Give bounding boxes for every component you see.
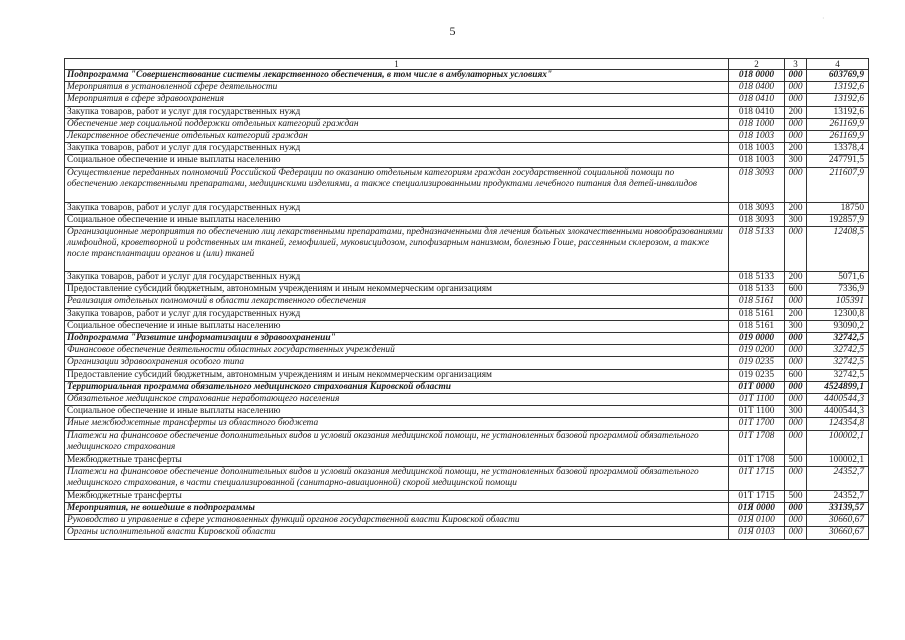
row-amount: 13192,6	[807, 82, 869, 94]
row-type: 600	[785, 284, 807, 296]
row-code: 018 1003	[729, 155, 785, 167]
row-name: Социальное обеспечение и иные выплаты населению	[65, 155, 729, 167]
row-type: 600	[785, 369, 807, 381]
row-name: Закупка товаров, работ и услуг для государственных нужд	[65, 106, 729, 118]
row-type: 000	[785, 430, 807, 454]
row-amount: 32742,5	[807, 357, 869, 369]
table-row	[65, 167, 869, 202]
row-amount: 4400544,3	[807, 394, 869, 406]
row-name: Закупка товаров, работ и услуг для государственных нужд	[65, 308, 729, 320]
row-name: Лекарственное обеспечение отдельных категорий граждан	[65, 131, 729, 143]
row-type: 000	[785, 227, 807, 272]
row-type: 000	[785, 82, 807, 94]
table-row	[65, 214, 869, 226]
header-col-1: 1	[65, 59, 729, 70]
row-amount: 13378,4	[807, 143, 869, 155]
table-row	[65, 70, 869, 82]
row-code: 01Т 1100	[729, 394, 785, 406]
row-name: Подпрограмма "Совершенствование системы лекарственного обеспечения, в том числе в амбулаторных условиях"	[65, 70, 729, 82]
row-code: 018 0410	[729, 94, 785, 106]
row-amount: 247791,5	[807, 155, 869, 167]
row-type: 000	[785, 131, 807, 143]
row-name: Межбюджетные трансферты	[65, 490, 729, 502]
row-type: 000	[785, 333, 807, 345]
row-name: Территориальная программа обязательного медицинского страхования Кировской области	[65, 381, 729, 393]
row-type: 000	[785, 466, 807, 490]
row-type: 000	[785, 515, 807, 527]
budget-table	[64, 58, 869, 540]
row-name: Организационные мероприятия по обеспечению лиц лекарственными препаратами, предназначенными для лечения больных злокачественными новообразованиями лимфоидной, кроветворной и родственных им тканей, гемофилией, муковисцидозом, гипофизарным нанизмом, болезнью Гоше, рассеянным склерозом, а также после трансплантации органов и (или) тканей	[65, 227, 729, 272]
row-name: Закупка товаров, работ и услуг для государственных нужд	[65, 202, 729, 214]
row-amount: 32742,5	[807, 369, 869, 381]
row-type: 000	[785, 394, 807, 406]
table-row	[65, 394, 869, 406]
row-amount: 13192,6	[807, 94, 869, 106]
row-type: 300	[785, 214, 807, 226]
row-name: Предоставление субсидий бюджетным, автономным учреждениям и иным некоммерческим организациям	[65, 369, 729, 381]
row-code: 01Т 1708	[729, 454, 785, 466]
row-type: 500	[785, 490, 807, 502]
row-amount: 13192,6	[807, 106, 869, 118]
row-type: 200	[785, 143, 807, 155]
row-code: 018 5133	[729, 272, 785, 284]
row-amount: 32742,5	[807, 333, 869, 345]
row-amount: 261169,9	[807, 131, 869, 143]
row-code: 01Т 0000	[729, 381, 785, 393]
row-code: 01Я 0103	[729, 527, 785, 539]
row-amount: 12300,8	[807, 308, 869, 320]
row-amount: 33139,57	[807, 503, 869, 515]
row-code: 018 1003	[729, 131, 785, 143]
header-col-4: 4	[807, 59, 869, 70]
table-row	[65, 369, 869, 381]
row-code: 018 1000	[729, 118, 785, 130]
row-name: Мероприятия, не вошедшие в подпрограммы	[65, 503, 729, 515]
table-row	[65, 333, 869, 345]
row-name: Закупка товаров, работ и услуг для государственных нужд	[65, 143, 729, 155]
header-col-3: 3	[785, 59, 807, 70]
row-type: 000	[785, 345, 807, 357]
row-name: Руководство и управление в сфере установленных функций органов государственной власти Кировской области	[65, 515, 729, 527]
row-type: 200	[785, 272, 807, 284]
row-code: 018 5133	[729, 227, 785, 272]
row-type: 000	[785, 296, 807, 308]
row-amount: 124354,8	[807, 418, 869, 430]
row-amount: 7336,9	[807, 284, 869, 296]
table-row	[65, 284, 869, 296]
row-code: 018 0400	[729, 82, 785, 94]
table-row	[65, 118, 869, 130]
table-row	[65, 527, 869, 539]
row-code: 018 0410	[729, 106, 785, 118]
table-row	[65, 272, 869, 284]
table-row	[65, 503, 869, 515]
table-row	[65, 430, 869, 454]
row-name: Реализация отдельных полномочий в области лекарственного обеспечения	[65, 296, 729, 308]
table-row	[65, 466, 869, 490]
table-row	[65, 308, 869, 320]
row-code: 019 0000	[729, 333, 785, 345]
row-code: 018 5161	[729, 320, 785, 332]
row-amount: 603769,9	[807, 70, 869, 82]
row-amount: 18750	[807, 202, 869, 214]
row-type: 000	[785, 357, 807, 369]
row-amount: 5071,6	[807, 272, 869, 284]
page-number: 5	[449, 24, 456, 38]
row-type: 300	[785, 320, 807, 332]
row-type: 000	[785, 167, 807, 202]
row-code: 01Т 1708	[729, 430, 785, 454]
table-row	[65, 357, 869, 369]
table-row	[65, 155, 869, 167]
row-name: Платежи на финансовое обеспечение дополнительных видов и условий оказания медицинской помощи, не установленных базовой программой обязательного медицинского страхования, в части специализированной (санитарно-авиационной) скорой медицинской помощи	[65, 466, 729, 490]
scan-speck: ·	[822, 14, 825, 23]
row-type: 000	[785, 94, 807, 106]
row-code: 018 0000	[729, 70, 785, 82]
table-row	[65, 320, 869, 332]
row-name: Организации здравоохранения особого типа	[65, 357, 729, 369]
row-amount: 30660,67	[807, 515, 869, 527]
row-code: 018 5133	[729, 284, 785, 296]
table-row	[65, 418, 869, 430]
row-code: 01Я 0100	[729, 515, 785, 527]
row-type: 500	[785, 454, 807, 466]
row-name: Обязательное медицинское страхование неработающего населения	[65, 394, 729, 406]
row-type: 200	[785, 308, 807, 320]
row-name: Мероприятия в сфере здравоохранения	[65, 94, 729, 106]
row-code: 019 0235	[729, 357, 785, 369]
row-amount: 192857,9	[807, 214, 869, 226]
row-name: Обеспечение мер социальной поддержки отдельных категорий граждан	[65, 118, 729, 130]
row-amount: 4400544,3	[807, 406, 869, 418]
row-type: 000	[785, 418, 807, 430]
row-name: Осуществление переданных полномочий Российской Федерации по оказанию отдельным категориям граждан государственной социальной помощи по обеспечению лекарственными препаратами, медицинскими изделиями, а также специализированными продуктами лечебного питания для детей-инвалидов	[65, 167, 729, 202]
row-code: 01Т 1715	[729, 466, 785, 490]
row-amount: 100002,1	[807, 454, 869, 466]
row-name: Социальное обеспечение и иные выплаты населению	[65, 320, 729, 332]
table-row	[65, 515, 869, 527]
row-name: Социальное обеспечение и иные выплаты населению	[65, 214, 729, 226]
row-type: 200	[785, 106, 807, 118]
row-code: 01Т 1100	[729, 406, 785, 418]
row-code: 01Я 0000	[729, 503, 785, 515]
table-header-row	[65, 59, 869, 70]
row-amount: 32742,5	[807, 345, 869, 357]
row-type: 300	[785, 406, 807, 418]
row-amount: 211607,9	[807, 167, 869, 202]
table-row	[65, 82, 869, 94]
table-row	[65, 345, 869, 357]
row-amount: 30660,67	[807, 527, 869, 539]
row-name: Органы исполнительной власти Кировской области	[65, 527, 729, 539]
table-row	[65, 143, 869, 155]
row-code: 018 3093	[729, 214, 785, 226]
table-row	[65, 490, 869, 502]
table-row	[65, 296, 869, 308]
table-row	[65, 454, 869, 466]
row-name: Платежи на финансовое обеспечение дополнительных видов и условий оказания медицинской помощи, не установленных базовой программой обязательного медицинского страхования	[65, 430, 729, 454]
row-amount: 24352,7	[807, 466, 869, 490]
table-row	[65, 381, 869, 393]
row-amount: 261169,9	[807, 118, 869, 130]
row-name: Социальное обеспечение и иные выплаты населению	[65, 406, 729, 418]
row-code: 01Т 1700	[729, 418, 785, 430]
row-amount: 24352,7	[807, 490, 869, 502]
row-code: 018 3093	[729, 167, 785, 202]
table-row	[65, 202, 869, 214]
row-type: 000	[785, 527, 807, 539]
table-row	[65, 131, 869, 143]
table-row	[65, 94, 869, 106]
row-name: Подпрограмма "Развитие информатизации в здравоохранении"	[65, 333, 729, 345]
row-type: 000	[785, 118, 807, 130]
row-type: 000	[785, 381, 807, 393]
row-amount: 93090,2	[807, 320, 869, 332]
table-row	[65, 106, 869, 118]
row-amount: 105391	[807, 296, 869, 308]
row-type: 000	[785, 70, 807, 82]
row-name: Иные межбюджетные трансферты из областного бюджета	[65, 418, 729, 430]
row-amount: 12408,5	[807, 227, 869, 272]
row-name: Мероприятия в установленной сфере деятельности	[65, 82, 729, 94]
table-row	[65, 227, 869, 272]
row-code: 019 0200	[729, 345, 785, 357]
row-code: 01Т 1715	[729, 490, 785, 502]
row-code: 018 1003	[729, 143, 785, 155]
row-type: 000	[785, 503, 807, 515]
row-amount: 4524899,1	[807, 381, 869, 393]
row-type: 300	[785, 155, 807, 167]
row-name: Предоставление субсидий бюджетным, автономным учреждениям и иным некоммерческим организациям	[65, 284, 729, 296]
table-row	[65, 406, 869, 418]
header-col-2: 2	[729, 59, 785, 70]
row-name: Закупка товаров, работ и услуг для государственных нужд	[65, 272, 729, 284]
row-name: Межбюджетные трансферты	[65, 454, 729, 466]
row-code: 019 0235	[729, 369, 785, 381]
row-type: 200	[785, 202, 807, 214]
row-name: Финансовое обеспечение деятельности областных государственных учреждений	[65, 345, 729, 357]
row-code: 018 5161	[729, 308, 785, 320]
row-amount: 100002,1	[807, 430, 869, 454]
row-code: 018 5161	[729, 296, 785, 308]
row-code: 018 3093	[729, 202, 785, 214]
